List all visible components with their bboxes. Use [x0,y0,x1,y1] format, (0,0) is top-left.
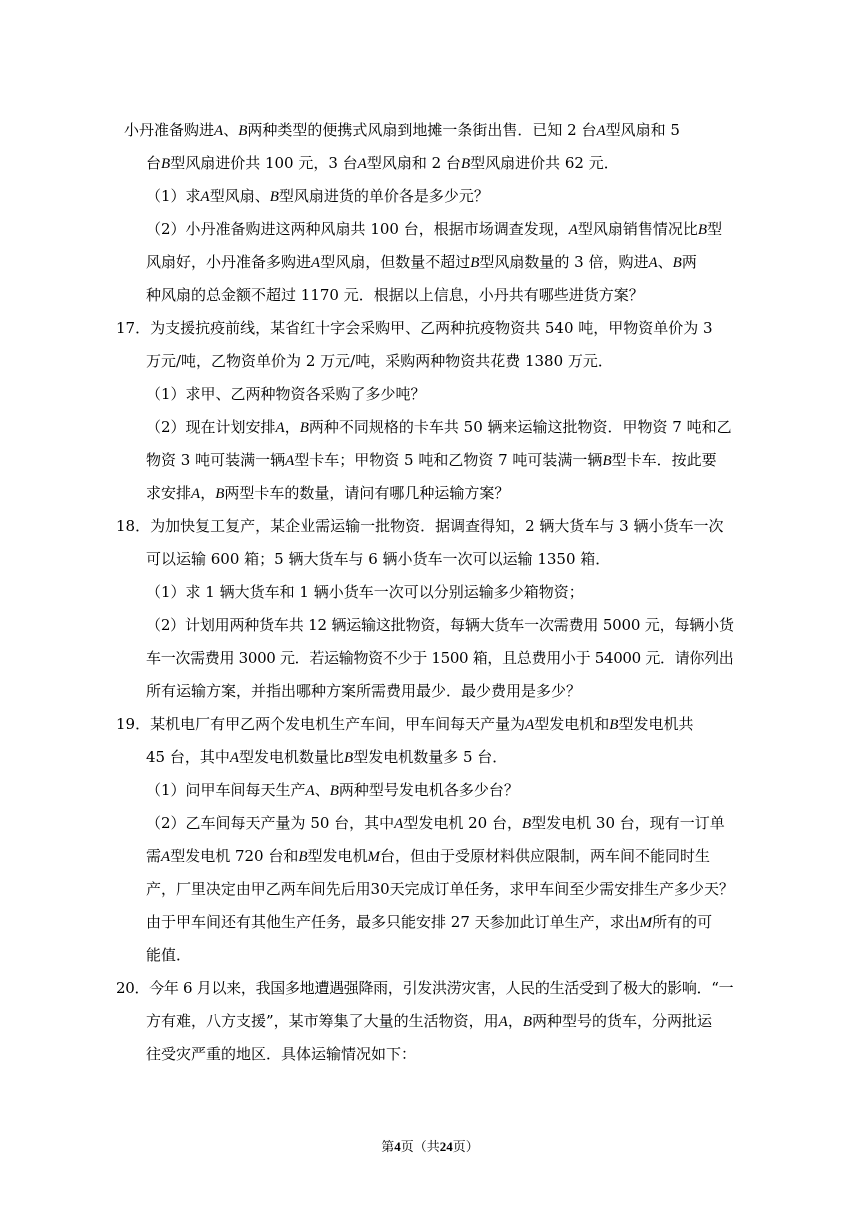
text-line [146,912,734,933]
text-run: 能值． [146,946,192,964]
text-run: 两种型号的货车，分两批运 [532,1012,713,1030]
italic-variable: B [269,189,279,205]
text-run: 型发电机数量比 [239,748,345,766]
text-run: 型发电机 [307,847,368,865]
italic-variable: A [161,849,171,865]
text-run: 型发电机 20 台， [403,814,522,832]
text-line [146,648,734,668]
text-run: 两型卡车的数量，请问有哪几种运输方案？ [224,484,510,502]
italic-variable: A [191,486,201,502]
text-run: 型风扇销售情况比 [577,220,698,238]
text-run: 型风扇进货的单价各是多少元？ [278,187,489,205]
italic-variable: B [161,156,171,172]
text-line [146,186,734,207]
text-run: 方有难，八方支援”，某市筹集了大量的生活物资，用 [146,1012,499,1030]
italic-variable: B [298,849,308,865]
text-line [146,252,734,273]
italic-variable: B [470,255,480,271]
italic-variable: A [498,1014,508,1030]
italic-variable: B [672,255,682,271]
text-line [146,285,734,305]
italic-variable: A [311,255,321,271]
text-line [146,879,734,899]
text-run: 型风扇进价共 100 元，3 台 [170,154,358,172]
text-run: 45 台，其中 [146,748,230,766]
text-run: 、 [314,781,330,799]
text-run: 种风扇的总金额不超过 1170 元．根据以上信息，小丹共有哪些进货方案？ [146,286,644,304]
text-line [146,483,734,504]
text-run: ， [284,418,300,436]
text-line [146,846,734,867]
text-run: 台 [146,154,162,172]
text-run: 万元/吨，乙物资单价为 2 万元/吨，采购两种物资共花费 1380 万元． [146,352,613,370]
italic-variable: A [394,816,404,832]
italic-variable: A [596,123,606,139]
text-line [146,417,734,438]
text-line [116,714,734,735]
italic-variable: B [521,816,532,832]
italic-variable: A [285,453,295,469]
bold-number: 4 [394,1139,401,1154]
text-run: 台，但由于受原材料供应限制，两车间不能同时生 [380,847,711,865]
text-line [146,780,734,801]
text-line [146,681,734,701]
text-run: 18．为加快复工复产，某企业需运输一批物资．据调查得知，2 辆大货车与 3 辆小货车一次 [116,517,724,535]
text-line [146,219,734,240]
italic-variable: A [568,222,578,238]
italic-variable: A [305,783,315,799]
text-run: 可以运输 600 箱；5 辆大货车与 6 辆小货车一次可以运输 1350 箱． [146,550,611,568]
text-run: 型风扇数量的 3 倍，购进 [479,253,649,271]
italic-variable: A [229,750,240,766]
text-run: 型发电机 30 台，现有一订单 [531,814,725,832]
text-line [146,153,734,174]
text-line [146,549,734,569]
italic-variable: B [329,783,339,799]
text-run: 需 [146,847,162,865]
text-run: （2）小丹准备购进这两种风扇共 100 台，根据市场调查发现， [146,220,569,238]
text-run: 17．为支援抗疫前线，某省红十字会采购甲、乙两种抗疫物资共 540 吨，甲物资单价为 3 [116,319,713,337]
text-line [146,945,734,965]
text-run: 型发电机和 [534,715,610,733]
italic-variable: M [639,915,653,931]
text-run: 型风扇和 2 台 [366,154,461,172]
italic-variable: A [525,717,535,733]
text-run: 小丹准备购进 [124,121,215,139]
text-run: ， [507,1012,523,1030]
text-run: 、 [657,253,673,271]
text-run: 由于甲车间还有其他生产任务，最多只能安排 27 天参加此订单生产，求出 [146,913,640,931]
text-line [146,615,734,635]
text-line [146,450,734,471]
text-run: （1）问甲车间每天生产 [146,781,306,799]
text-run: 型发电机数量多 5 台． [353,748,508,766]
text-run: （1）求 1 辆大货车和 1 辆小货车一次可以分别运输多少箱物资； [146,583,584,601]
text-run: 两种不同规格的卡车共 50 辆来运输这批物资．甲物资 7 吨和乙 [308,418,732,436]
text-run: 型发电机共 [618,715,694,733]
text-line [124,120,734,141]
text-run: 第 [381,1140,395,1155]
text-line [146,1011,734,1032]
text-line [146,747,734,768]
italic-variable: A [214,123,224,139]
text-run: 两种类型的便携式风扇到地摊一条街出售．已知 2 台 [247,121,597,139]
text-run: 产，厂里决定由甲乙两车间先后用30天完成订单任务，求甲车间至少需安排生产多少天？ [146,880,734,898]
text-line [146,582,734,602]
text-line [146,384,734,404]
italic-variable: B [697,222,708,238]
text-run: 页） [452,1140,479,1155]
text-run: （2）现在计划安排 [146,418,276,436]
text-run: 型发电机 720 台和 [170,847,299,865]
text-run: （1）求甲、乙两种物资各采购了多少吨？ [146,385,426,403]
bold-number: 24 [439,1139,453,1154]
text-run: 20．今年 6 月以来，我国多地遭遇强降雨，引发洪涝灾害，人民的生活受到了极大的影响．“一 [116,979,734,997]
italic-variable: B [460,156,471,172]
italic-variable: A [357,156,367,172]
text-run: 车一次需费用 3000 元．若运输物资不少于 1500 箱，且总费用小于 54000 元．请你列出 [146,649,734,667]
italic-variable: B [602,453,612,469]
text-run: （1）求 [146,187,201,205]
italic-variable: B [299,420,309,436]
text-run: 求安排 [146,484,192,502]
text-run: （2）乙车间每天产量为 50 台，其中 [146,814,395,832]
text-run: 两种型号发电机各多少台？ [338,781,519,799]
text-line [146,351,734,371]
text-run: 、 [223,121,239,139]
text-run: 两 [681,253,697,271]
italic-variable: A [200,189,210,205]
text-line [116,978,734,998]
italic-variable: B [238,123,248,139]
text-run: 型卡车．按此要 [611,451,717,469]
text-run: 19．某机电厂有甲乙两个发电机生产车间，甲车间每天产量为 [116,715,526,733]
page-footer [0,1138,860,1157]
text-run: （2）计划用两种货车共 12 辆运输这批物资，每辆大货车一次需费用 5000 元，每辆小货 [146,616,734,634]
text-line [116,516,734,536]
italic-variable: A [275,420,285,436]
text-run: 物资 3 吨可装满一辆 [146,451,286,469]
text-run: 所有运输方案，并指出哪种方案所需费用最少．最少费用是多少？ [146,682,582,700]
text-run: 型风扇，但数量不超过 [320,253,471,271]
text-run: 往受灾严重的地区．具体运输情况如下： [146,1045,417,1063]
italic-variable: A [648,255,658,271]
text-line [116,318,734,338]
text-run: 型 [707,220,723,238]
text-line [146,1044,734,1064]
text-run: 型风扇进价共 62 元． [470,154,619,172]
italic-variable: B [215,486,225,502]
italic-variable: B [522,1014,533,1030]
text-run: 风扇好，小丹准备多购进 [146,253,312,271]
italic-variable: B [344,750,354,766]
text-run: 型卡车；甲物资 5 吨和乙物资 7 吨可装满一辆 [294,451,603,469]
text-run: 所有的可 [652,913,713,931]
text-run: 型风扇、 [209,187,270,205]
text-run: 页（共 [400,1140,440,1155]
italic-variable: M [367,849,381,865]
italic-variable: B [609,717,619,733]
text-run: 型风扇和 5 [605,121,680,139]
text-line [146,813,734,834]
text-run: ， [200,484,216,502]
